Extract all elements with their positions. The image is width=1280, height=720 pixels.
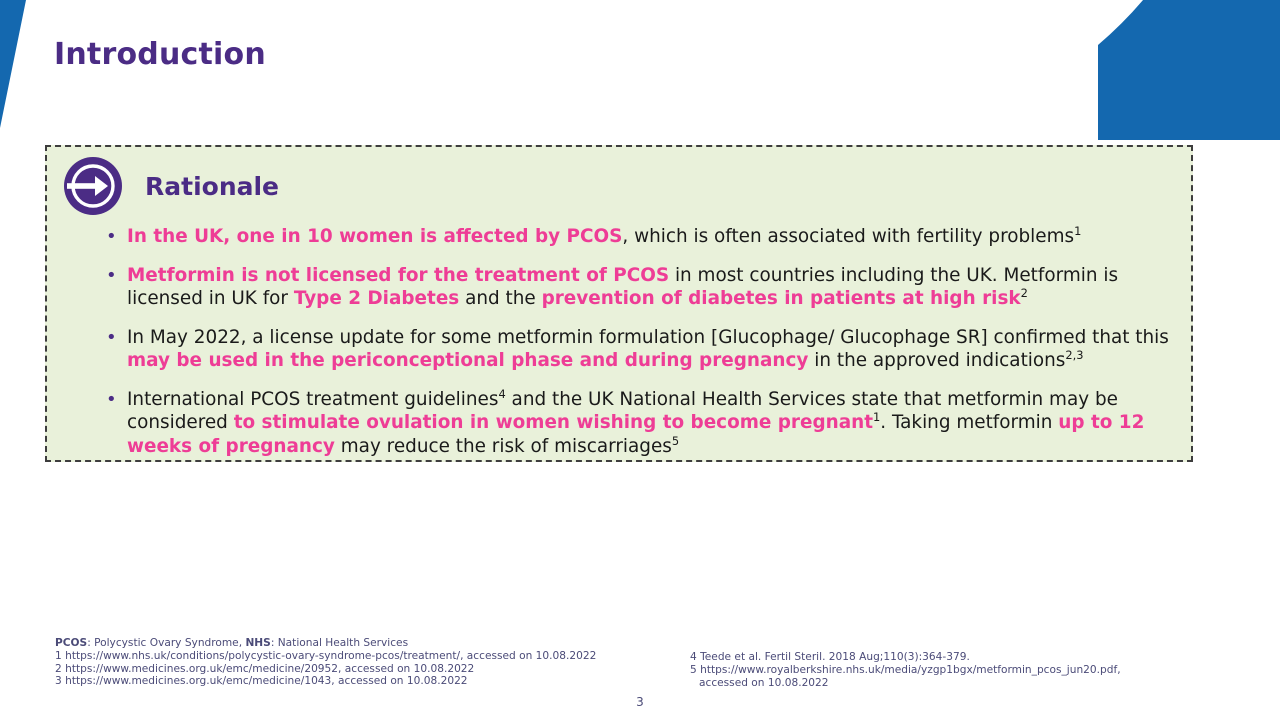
body-text: and the: [459, 288, 542, 309]
highlighted-text: In the UK, one in 10 women is affected by PCOS: [127, 226, 623, 247]
abbr-pcos-label: PCOS: [55, 637, 88, 649]
highlighted-text: Type 2 Diabetes: [293, 288, 460, 309]
abbr-pcos-expansion: : Polycystic Ovary Syndrome,: [87, 637, 246, 649]
rationale-callout-box: [45, 145, 1193, 462]
body-text: . Taking metformin: [880, 412, 1059, 433]
footnote-marker: 4: [498, 386, 506, 401]
footnote-marker: 5: [671, 433, 680, 448]
highlighted-text: may be used in the periconceptional phase and during pregnancy: [127, 350, 809, 371]
rationale-heading: Rationale: [145, 171, 280, 201]
rationale-bullet-list: [59, 225, 1183, 458]
footnote-marker: 2,3: [1065, 347, 1084, 362]
body-text: , which is often associated with fertility problems: [622, 226, 1075, 247]
footnote-reference-5-continued: accessed on 10.08.2022: [699, 676, 829, 689]
arrow-into-target-icon: [63, 156, 123, 216]
bullet-may-2022-license-update: [59, 326, 1183, 373]
bullet-dot-icon: •: [106, 226, 117, 247]
rationale-header: [63, 156, 279, 216]
footnote-reference-4: 4 Teede et al. Fertil Steril. 2018 Aug;110(3):364-379.: [690, 651, 970, 663]
page-title: Introduction: [54, 37, 266, 72]
footnotes-right: [690, 651, 1121, 689]
bullet-pcos-prevalence: [59, 225, 1183, 249]
highlighted-text: prevention of diabetes in patients at high risk: [541, 288, 1021, 309]
bullet-dot-icon: •: [106, 326, 117, 348]
bullet-guidelines-ovulation: [59, 388, 1183, 459]
footnote-reference-5: 5 https://www.royalberkshire.nhs.uk/media/yzgp1bgx/metformin_pcos_jun20.pdf,: [690, 663, 1121, 676]
body-text: In May 2022, a license update for some metformin formulation [Glucophage/ Glucophage SR] confirmed that this: [127, 326, 1169, 348]
footnote-marker: 1: [1074, 223, 1082, 238]
footnotes-left: [55, 637, 596, 688]
top-right-blue-curve-decoration: [1098, 0, 1280, 140]
body-text: International PCOS treatment guidelines: [127, 388, 499, 410]
body-text: and the UK National Health Services state that metformin may be considered: [127, 388, 1118, 433]
bullet-metformin-licensing: [59, 264, 1183, 311]
body-text: in most countries including the UK. Metformin is licensed in UK for: [127, 264, 1119, 309]
body-text: in the approved indications: [808, 350, 1066, 371]
footnote-reference-1: 1 https://www.nhs.uk/conditions/polycystic-ovary-syndrome-pcos/treatment/, accessed on 10.08.2022: [55, 649, 597, 662]
abbr-nhs-expansion: : National Health Services: [270, 637, 409, 649]
slide-number: 3: [636, 695, 644, 709]
highlighted-text: to stimulate ovulation in women wishing to become pregnant: [233, 412, 874, 433]
footnote-reference-2: 2 https://www.medicines.org.uk/emc/medicine/20952, accessed on 10.08.2022: [55, 662, 475, 675]
bullet-dot-icon: •: [106, 388, 117, 410]
bullet-dot-icon: •: [106, 264, 117, 286]
body-text: may reduce the risk of miscarriages: [334, 435, 672, 457]
footnote-marker: 2: [1020, 285, 1028, 300]
footnote-marker: 1: [873, 409, 881, 424]
abbr-nhs-label: NHS: [245, 637, 271, 649]
highlighted-text: Metformin is not licensed for the treatment of PCOS: [127, 264, 670, 286]
abbreviation-legend: [55, 637, 596, 650]
footnote-reference-3: 3 https://www.medicines.org.uk/emc/medicine/1043, accessed on 10.08.2022: [55, 675, 468, 688]
highlighted-text: up to 12 weeks of pregnancy: [127, 412, 1145, 457]
left-blue-wedge-decoration: [0, 0, 26, 128]
